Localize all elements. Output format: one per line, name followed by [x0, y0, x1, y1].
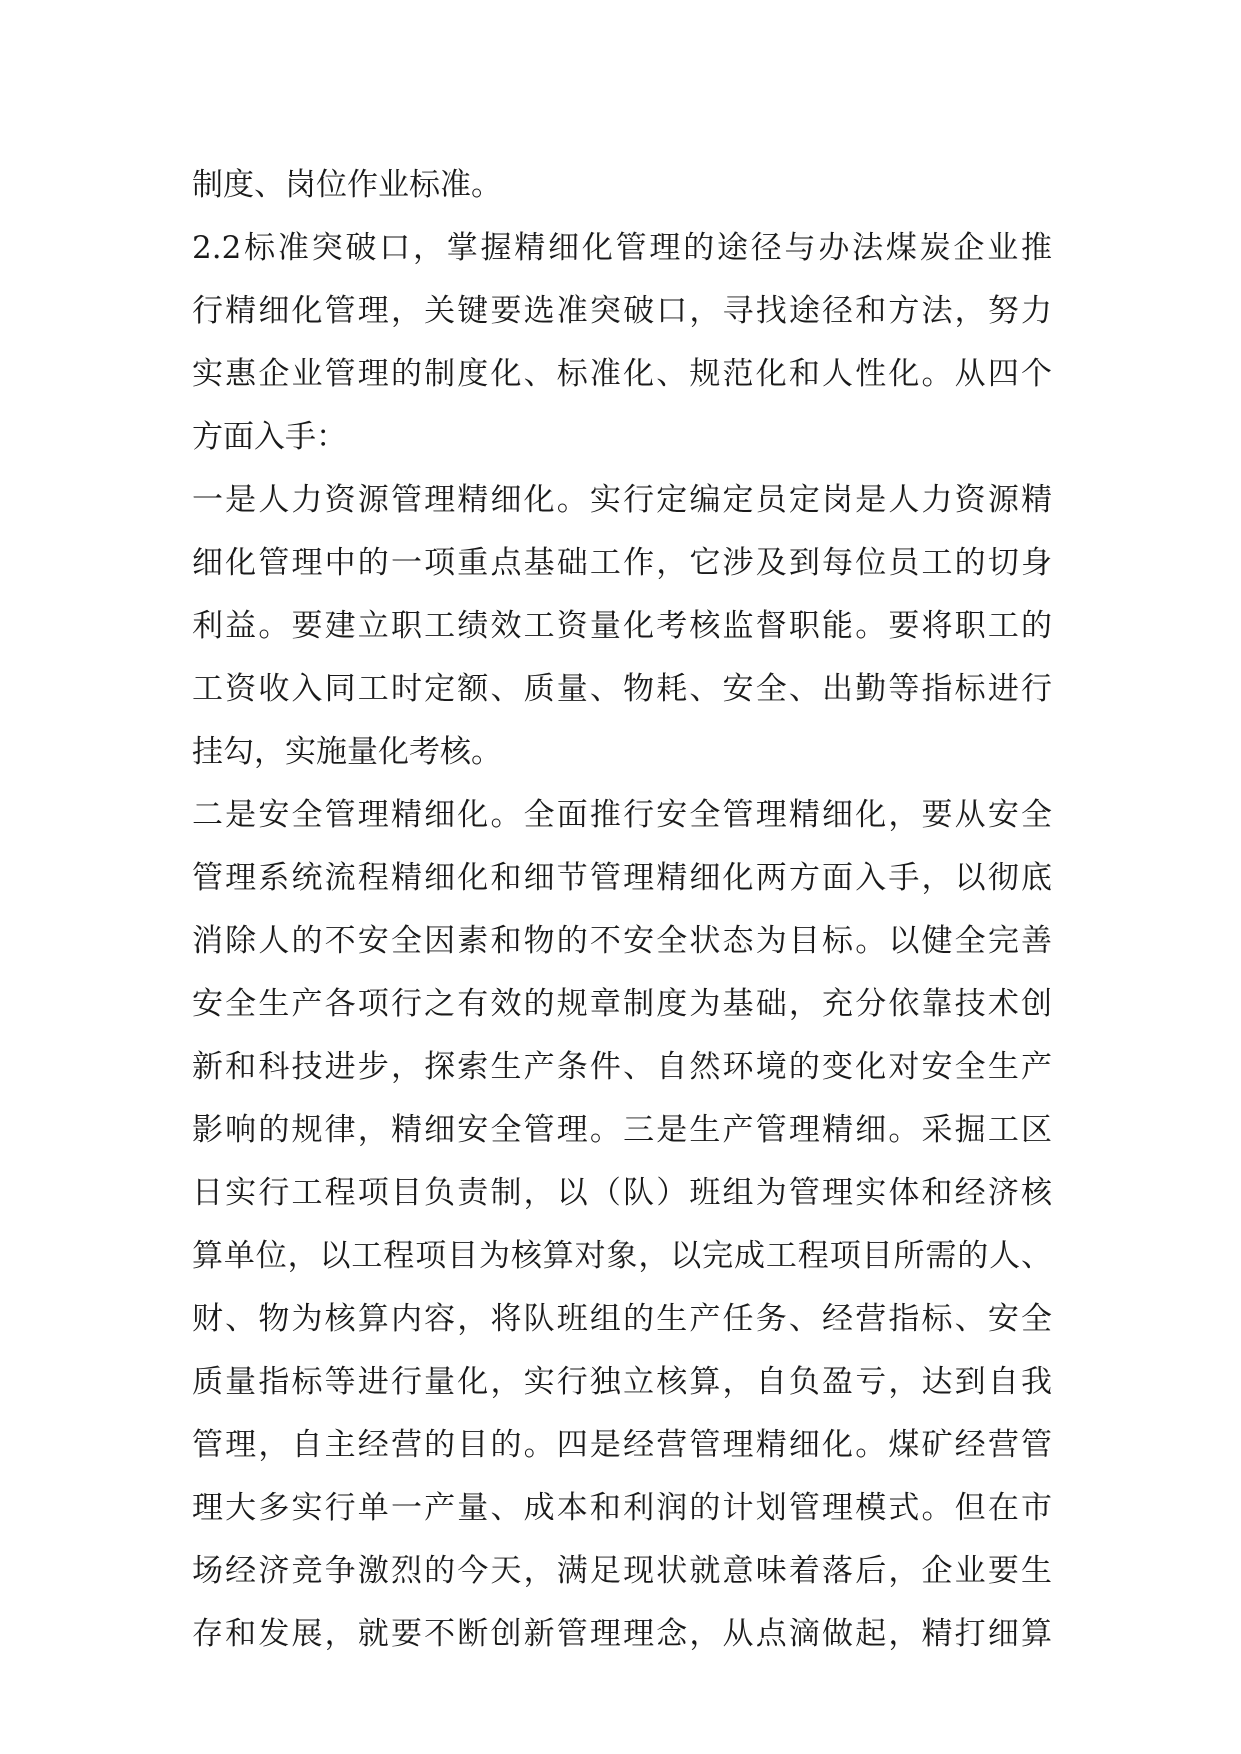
text-line: 新和科技进步，探索生产条件、自然环境的变化对安全生产 [192, 1049, 1052, 1085]
text-line: 安全生产各项行之有效的规章制度为基础，充分依靠技术创 [192, 986, 1052, 1022]
body-text [192, 154, 1052, 1666]
text-line: 日实行工程项目负责制，以（队）班组为管理实体和经济核 [192, 1175, 1052, 1211]
text-line: 财、物为核算内容，将队班组的生产任务、经营指标、安全 [192, 1301, 1052, 1337]
text-line: 存和发展，就要不断创新管理理念，从点滴做起，精打细算 [192, 1616, 1052, 1652]
text-line: 工资收入同工时定额、质量、物耗、安全、出勤等指标进行 [192, 671, 1052, 707]
text-line: 管理，自主经营的目的。四是经营管理精细化。煤矿经营管 [192, 1427, 1052, 1463]
text-line: 制度、岗位作业标准。 [192, 167, 502, 203]
text-line: 一是人力资源管理精细化。实行定编定员定岗是人力资源精 [192, 482, 1052, 518]
text-line: 影响的规律，精细安全管理。三是生产管理精细。采掘工区 [192, 1112, 1052, 1148]
text-line: 方面入手： [192, 419, 347, 455]
text-line: 利益。要建立职工绩效工资量化考核监督职能。要将职工的 [192, 608, 1052, 644]
text-line: 质量指标等进行量化，实行独立核算，自负盈亏，达到自我 [192, 1364, 1052, 1400]
text-line: 2.2标准突破口，掌握精细化管理的途径与办法煤炭企业推 [192, 230, 1052, 266]
text-line: 理大多实行单一产量、成本和利润的计划管理模式。但在市 [192, 1490, 1052, 1526]
text-line: 行精细化管理，关键要选准突破口，寻找途径和方法，努力 [192, 293, 1052, 329]
text-line: 算单位，以工程项目为核算对象，以完成工程项目所需的人、 [192, 1238, 1052, 1274]
text-line: 消除人的不安全因素和物的不安全状态为目标。以健全完善 [192, 923, 1052, 959]
text-line: 管理系统流程精细化和细节管理精细化两方面入手，以彻底 [192, 860, 1052, 896]
text-line: 场经济竞争激烈的今天，满足现状就意味着落后，企业要生 [192, 1553, 1052, 1589]
text-line: 二是安全管理精细化。全面推行安全管理精细化，要从安全 [192, 797, 1052, 833]
text-line: 实惠企业管理的制度化、标准化、规范化和人性化。从四个 [192, 356, 1052, 392]
text-line: 细化管理中的一项重点基础工作，它涉及到每位员工的切身 [192, 545, 1052, 581]
text-line: 挂勾，实施量化考核。 [192, 734, 502, 770]
